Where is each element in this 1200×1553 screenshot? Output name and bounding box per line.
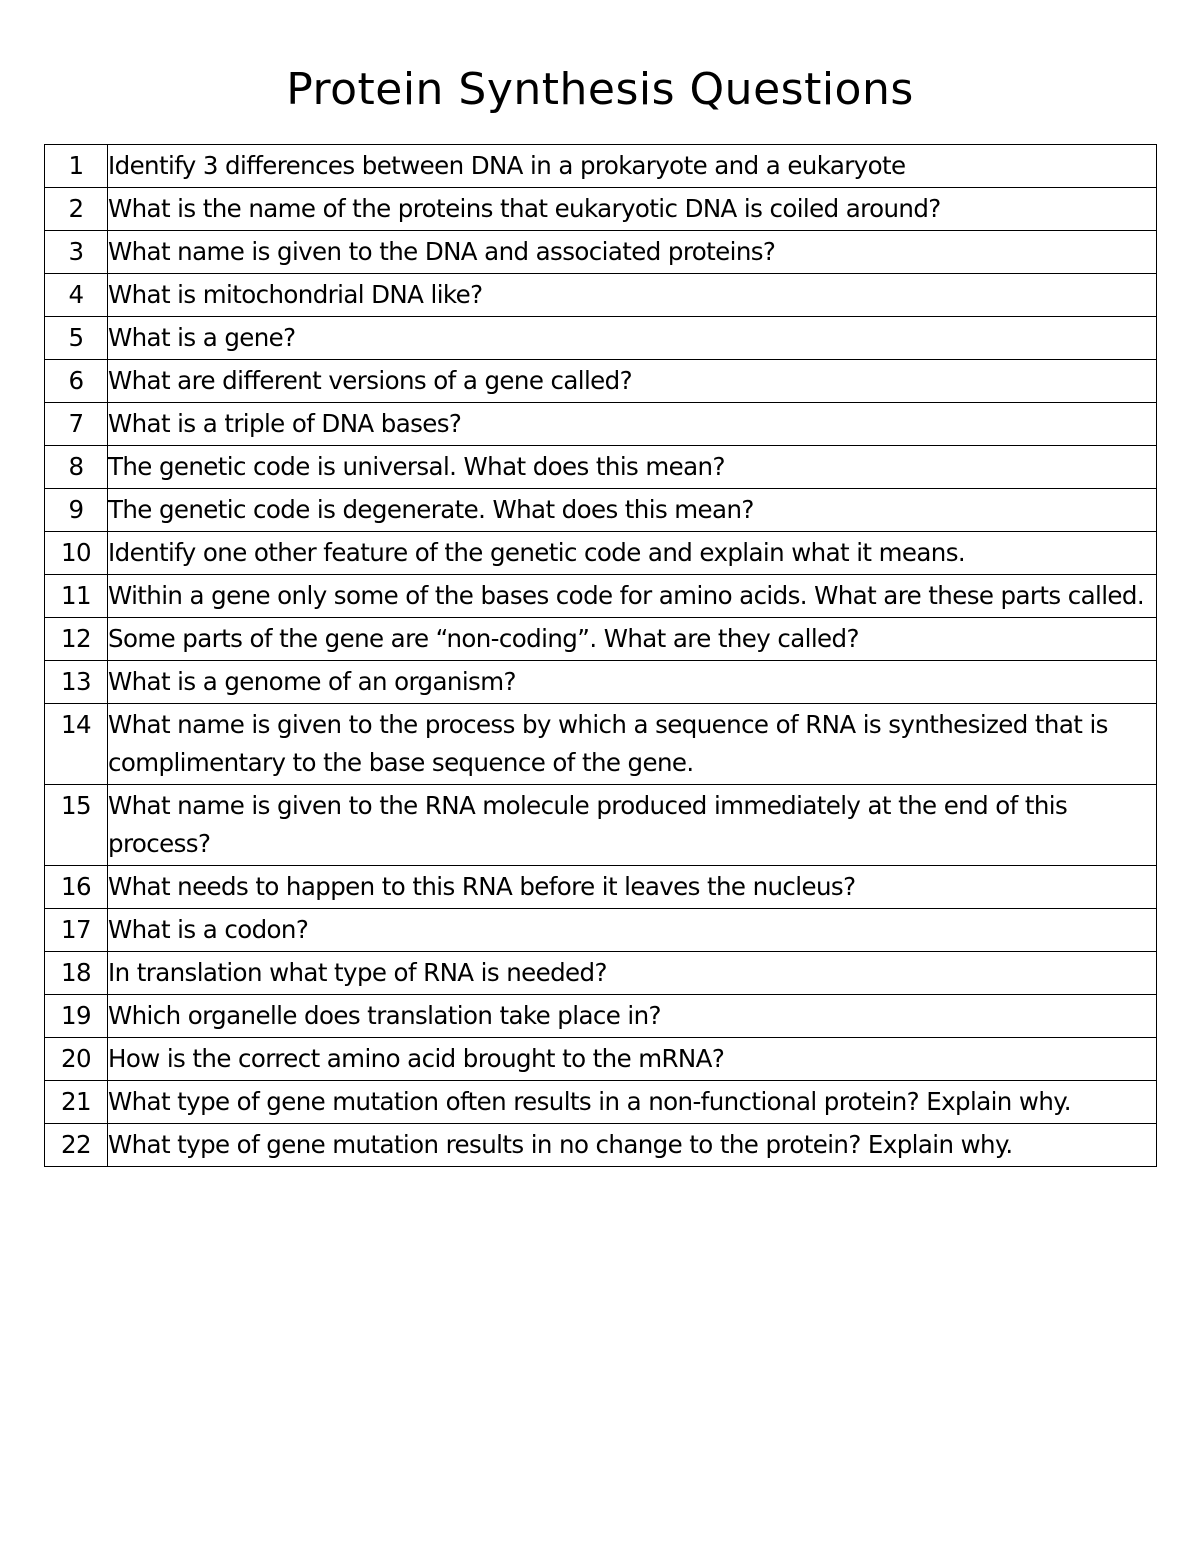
page-title: Protein Synthesis Questions: [286, 64, 914, 115]
question-number: 2: [45, 188, 108, 231]
question-number: 10: [45, 532, 108, 575]
question-text: What is mitochondrial DNA like?: [108, 274, 1157, 317]
question-text: How is the correct amino acid brought to the mRNA?: [108, 1038, 1157, 1081]
table-row: [45, 403, 1157, 446]
table-row: [45, 317, 1157, 360]
question-number: 8: [45, 446, 108, 489]
question-text: What type of gene mutation results in no change to the protein? Explain why.: [108, 1124, 1157, 1167]
question-text: What is a gene?: [108, 317, 1157, 360]
table-row: [45, 1124, 1157, 1167]
question-number: 7: [45, 403, 108, 446]
question-text: In translation what type of RNA is needed?: [108, 952, 1157, 995]
question-text: What is the name of the proteins that eukaryotic DNA is coiled around?: [108, 188, 1157, 231]
table-row: [45, 995, 1157, 1038]
question-number: 6: [45, 360, 108, 403]
table-row: [45, 446, 1157, 489]
table-row: [45, 1081, 1157, 1124]
questions-table-body: [45, 145, 1157, 1167]
table-row: [45, 661, 1157, 704]
question-text: What is a genome of an organism?: [108, 661, 1157, 704]
table-row: [45, 618, 1157, 661]
table-row: [45, 231, 1157, 274]
table-row: [45, 575, 1157, 618]
question-text: Identify 3 differences between DNA in a prokaryote and a eukaryote: [108, 145, 1157, 188]
question-text: Identify one other feature of the genetic code and explain what it means.: [108, 532, 1157, 575]
table-row: [45, 489, 1157, 532]
table-row: [45, 360, 1157, 403]
table-row: [45, 145, 1157, 188]
question-text: Within a gene only some of the bases code for amino acids. What are these parts called.: [108, 575, 1157, 618]
question-number: 14: [45, 704, 108, 785]
questions-table: [44, 144, 1157, 1167]
question-number: 21: [45, 1081, 108, 1124]
question-number: 9: [45, 489, 108, 532]
question-number: 16: [45, 866, 108, 909]
question-text: Which organelle does translation take place in?: [108, 995, 1157, 1038]
table-row: [45, 952, 1157, 995]
question-number: 19: [45, 995, 108, 1038]
question-number: 20: [45, 1038, 108, 1081]
question-number: 5: [45, 317, 108, 360]
question-number: 13: [45, 661, 108, 704]
question-text: What name is given to the DNA and associated proteins?: [108, 231, 1157, 274]
question-text: What type of gene mutation often results in a non-functional protein? Explain why.: [108, 1081, 1157, 1124]
question-text: What are different versions of a gene called?: [108, 360, 1157, 403]
question-number: 11: [45, 575, 108, 618]
table-row: [45, 866, 1157, 909]
question-text: What name is given to the process by which a sequence of RNA is synthesized that is complimentary to the base sequence of the gene.: [108, 704, 1157, 785]
question-text: The genetic code is universal. What does this mean?: [108, 446, 1157, 489]
table-row: [45, 188, 1157, 231]
question-text: What is a triple of DNA bases?: [108, 403, 1157, 446]
question-text: What needs to happen to this RNA before it leaves the nucleus?: [108, 866, 1157, 909]
table-row: [45, 785, 1157, 866]
question-number: 4: [45, 274, 108, 317]
question-number: 15: [45, 785, 108, 866]
question-text: What name is given to the RNA molecule produced immediately at the end of this process?: [108, 785, 1157, 866]
question-text: Some parts of the gene are “non-coding”. What are they called?: [108, 618, 1157, 661]
question-number: 18: [45, 952, 108, 995]
table-row: [45, 909, 1157, 952]
question-text: What is a codon?: [108, 909, 1157, 952]
question-number: 3: [45, 231, 108, 274]
table-row: [45, 532, 1157, 575]
table-row: [45, 704, 1157, 785]
table-row: [45, 1038, 1157, 1081]
question-text: The genetic code is degenerate. What does this mean?: [108, 489, 1157, 532]
question-number: 12: [45, 618, 108, 661]
question-number: 1: [45, 145, 108, 188]
table-row: [45, 274, 1157, 317]
question-number: 17: [45, 909, 108, 952]
question-number: 22: [45, 1124, 108, 1167]
